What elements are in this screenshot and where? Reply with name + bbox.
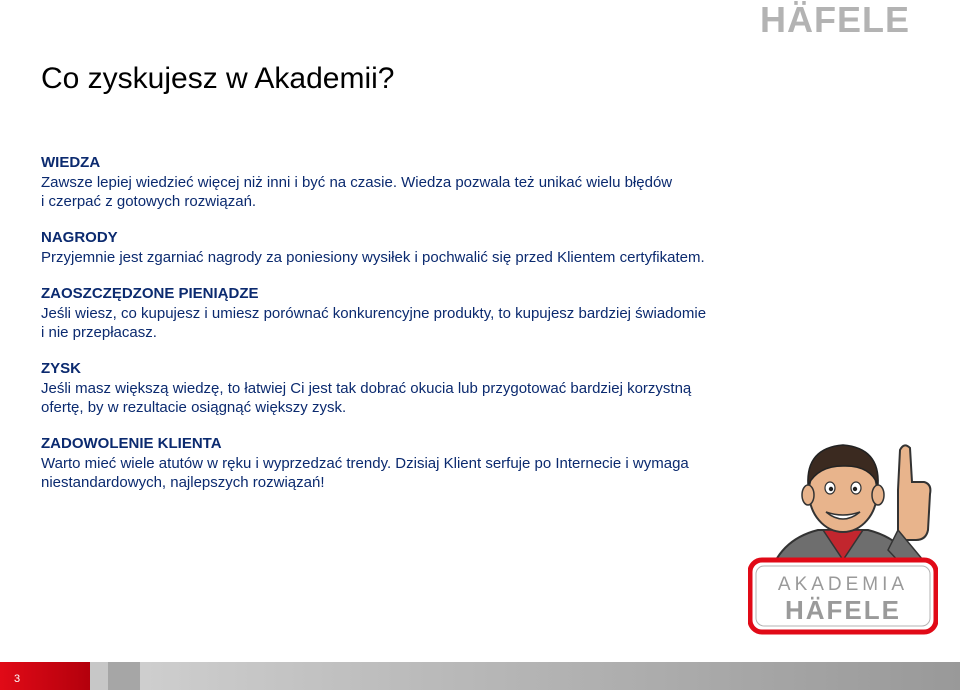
section-text: i czerpać z gotowych rozwiązań. — [41, 193, 257, 210]
section-heading: NAGRODY — [41, 229, 118, 246]
mascot-thumb — [898, 445, 930, 540]
section-heading: WIEDZA — [41, 154, 101, 171]
section-text: Jeśli wiesz, co kupujesz i umiesz porównać konkurencyjne produkty, to kupujesz bardziej świadomie — [41, 305, 707, 322]
section-wiedza — [41, 153, 771, 211]
footer-stripe — [108, 662, 140, 690]
section-text: ofertę, by w rezultacie osiągnąć większy zysk. — [41, 399, 347, 416]
section-text: i nie przepłacasz. — [41, 324, 157, 341]
page-title: Co zyskujesz w Akademii? — [41, 62, 395, 95]
page-number-box — [0, 662, 90, 690]
badge-hafele-text: HÄFELE — [785, 595, 901, 625]
footer-stripe — [90, 662, 108, 690]
section-zysk — [41, 359, 771, 417]
footer-bar — [0, 662, 960, 690]
section-nagrody — [41, 228, 771, 267]
section-heading: ZYSK — [41, 360, 82, 377]
mascot-thumbs-up-illustration — [748, 430, 938, 635]
hafele-logo: HÄFELE — [760, 0, 910, 40]
section-zadowolenie-klienta — [41, 434, 771, 492]
section-text: Warto mieć wiele atutów w ręku i wyprzedzać trendy. Dzisiaj Klient serfuje po Internecie i wymaga — [41, 455, 689, 472]
section-text: niestandardowych, najlepszych rozwiązań! — [41, 474, 325, 491]
section-zaoszczedzone-pieniadze — [41, 284, 771, 342]
section-heading: ZADOWOLENIE KLIENTA — [41, 435, 222, 452]
section-text: Jeśli masz większą wiedzę, to łatwiej Ci jest tak dobrać okucia lub przygotować bardziej korzystną — [41, 380, 692, 397]
benefits-list — [41, 153, 771, 509]
section-heading: ZAOSZCZĘDZONE PIENIĄDZE — [41, 285, 259, 302]
badge-akademia-text: AKADEMIA — [777, 574, 909, 595]
section-text: Zawsze lepiej wiedzieć więcej niż inni i być na czasie. Wiedza pozwala też unikać wielu błędów — [41, 174, 673, 191]
section-text: Przyjemnie jest zgarniać nagrody za poniesiony wysiłek i pochwalić się przed Klientem certyfikatem. — [41, 249, 705, 266]
page-number: 3 — [14, 673, 21, 685]
